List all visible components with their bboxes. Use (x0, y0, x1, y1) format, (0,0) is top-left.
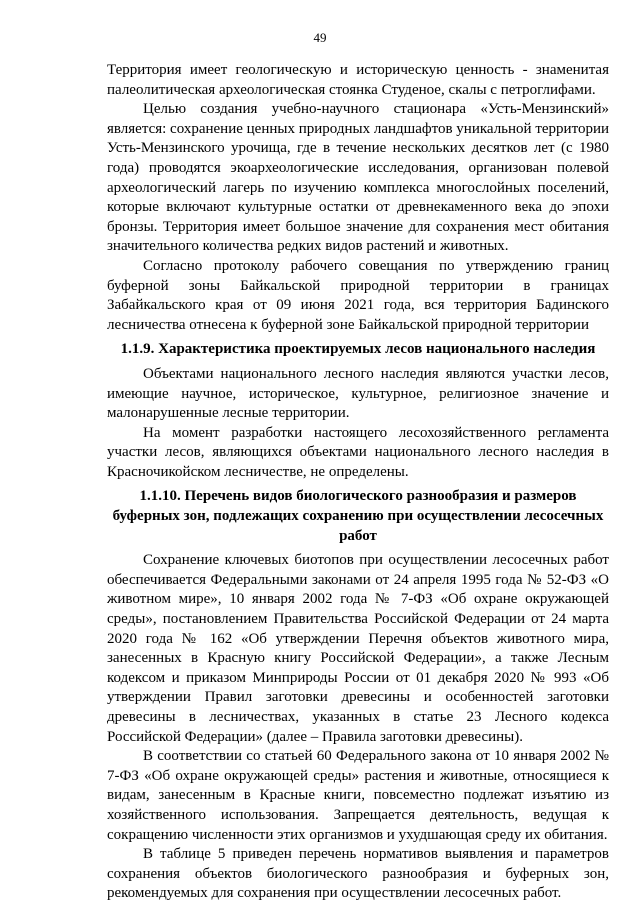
paragraph-heritage-value: Территория имеет геологическую и историческую ценность - знаменитая палеолитическая археологическая стоянка Студеное, скалы с петроглифами. (107, 62, 609, 98)
paragraph-table-5-reference: В таблице 5 приведен перечень нормативов выявления и параметров сохранения объектов биологического разнообразия и буферных зон, рекомендуемых для сохранения при осуществлении лесосечных работ. (107, 846, 609, 902)
section-heading-1-1-10: 1.1.10. Перечень видов биологического разнообразия и размеров буферных зон, подлежащих сохранению при осуществлении лесосечных работ (112, 488, 604, 544)
page-number: 49 (313, 30, 327, 45)
page-content (107, 61, 609, 904)
section-heading-1-1-9: 1.1.9. Характеристика проектируемых лесов национального наследия (120, 341, 596, 358)
paragraph-heritage-objects: Объектами национального лесного наследия являются участки лесов, имеющие научное, историческое, культурное, религиозное значение и малонарушенные лесные территории. (107, 365, 609, 422)
paragraph-article-60: В соответствии со статьей 60 Федерального закона от 10 января 2002 № 7-ФЗ «Об охране окружающей среды» растения и животные, относящиеся к видам, занесенным в Красные книги, повсеместно подлежат изъятию из хозяйственного использования. Запрещается деятельность, ведущая к сокращению численности этих организмов и ухудшающая среду их обитания. (107, 748, 609, 843)
paragraph-station-purpose: Целью создания учебно-научного стационара «Усть-Мензинский» является: сохранение ценных природных ландшафтов уникальной территории Усть-Мензинского урочища, где в течение нескольких десятков лет (с 1980 года) проводятся экоархеологические исследования, организован полевой археологический лагерь по изучению комплекса многослойных поселений, которые включают культурные остатки от древнекаменного века до эпохи бронзы. Территория имеет большое значение для сохранения мест обитания значительного количества редких видов растений и животных. (107, 101, 609, 255)
paragraph-buffer-zone-protocol: Согласно протоколу рабочего совещания по утверждению границ буферной зоны Байкальской природной территории в границах Забайкальского края от 09 июня 2021 года, вся территория Бадинского лесничества отнесена к буферной зоне Байкальской природной территории (107, 257, 609, 333)
paragraph-biotope-laws: Сохранение ключевых биотопов при осуществлении лесосечных работ обеспечивается Федеральными законами от 24 апреля 1995 года № 52-ФЗ «О животном мире», 10 января 2002 года № 7-ФЗ «Об охране окружающей среды», постановлением Правительства Российской Федерации от 24 марта 2020 года № 162 «Об утверждении Перечня объектов животного мира, занесенных в Красную книгу Российской Федерации», а также Лесным кодексом и приказом Минприроды России от 01 декабря 2020 № 993 «Об утверждении Правил заготовки древесины и особенностей заготовки древесины в лесничествах, указанных в статье 23 Лесного кодекса Российской Федерации» (далее – Правила заготовки древесины). (107, 552, 609, 745)
paragraph-heritage-not-defined: На момент разработки настоящего лесохозяйственного регламента участки лесов, являющихся объектами национального лесного наследия в Красночикойском лесничестве, не определены. (107, 424, 609, 480)
